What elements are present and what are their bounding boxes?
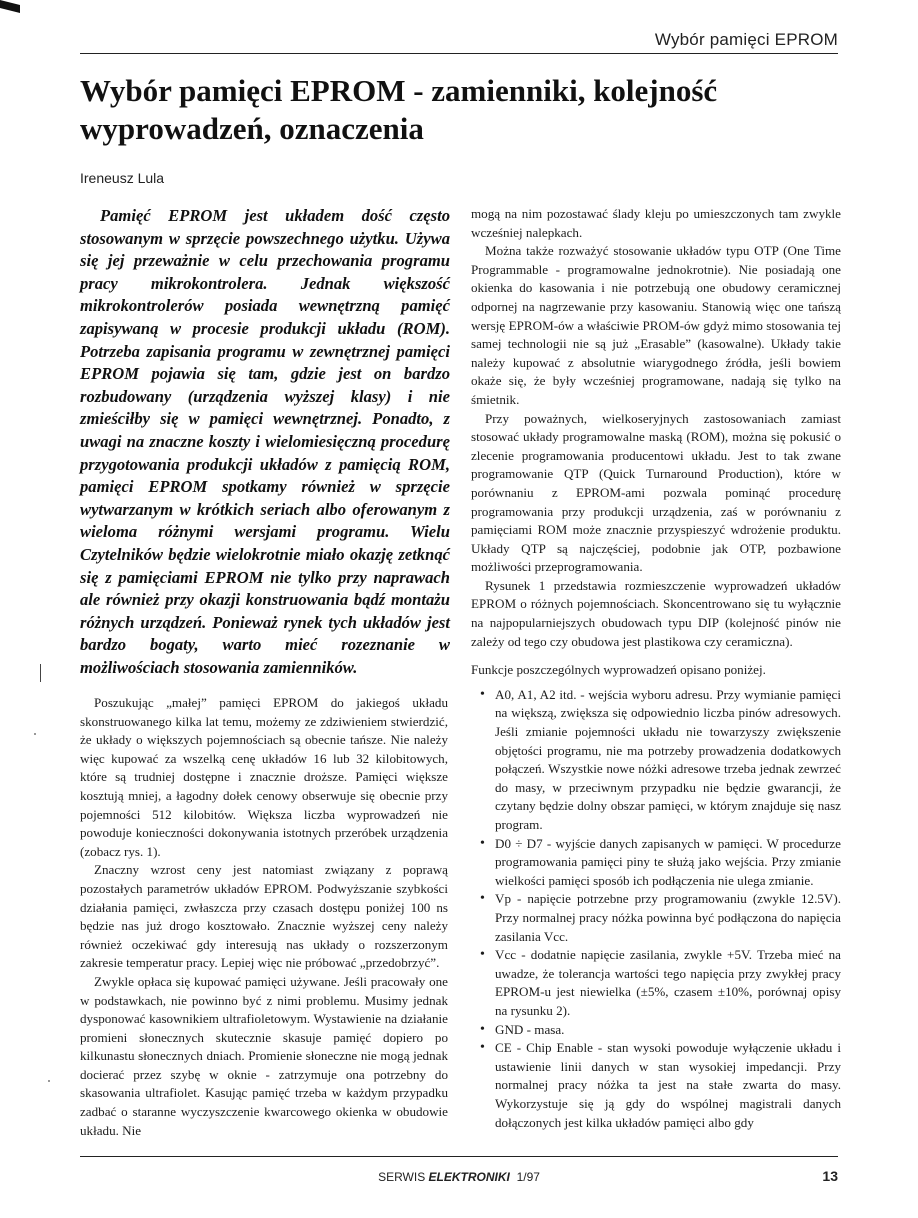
body-paragraph: Poszukując „małej” pamięci EPROM do jakiegoś układu skonstruowanego kilka lat temu, możemy ze zdziwieniem stwierdzić, że układy o większych pojemnościach są obecnie tańsze. Nie należy więc kupować za wszelką cenę układów 16 lub 32 kilobitowych, które są trudniej dostępne i znacznie droższe. Pamięci większe kosztują mniej, a łagodny dołek cenowy obserwuje się obecnie przy pojemności 512 kilobitów. Większa liczba wyprowadzeń nie powoduje konieczności dokonywania istotnych przeróbek urządzenia (zobacz rys. 1). [80,695,448,859]
author: Ireneusz Lula [80,170,165,186]
list-item: • CE - Chip Enable - stan wysoki powoduje wyłączenie układu i ustawienie linii danych w stan wysokiej impedancji. Przy normalnej pracy nóżka ta jest na stałe zwarta do masy. Wykorzystuje się ją gdy do wspólnej magistrali danych dołączonych jest kilka układów pamięci albo gdy [495,1039,841,1132]
left-column [80,694,448,1140]
magazine-name: SERWIS [378,1170,426,1184]
body-paragraph: Zwykle opłaca się kupować pamięci używane. Jeśli pracowały one w podstawkach, nie powinno być z nimi problemu. Musimy jednak dysponować kasownikiem ultrafioletowym. Wystawienie na działanie promieni słonecznych skutecznie skasuje pamięć dopiero po kilkunastu słonecznych dniach. Promienie słoneczne nie mogą jednak docierać przez szybę w oknie - zatrzymuje ona potrzebny do skasowania ultrafiolet. Kasując pamięć trzeba w każdym przypadku zadbać o staranne wyczyszczenie kwarcowego okienka w obudowie układu. Nie [80,973,448,1138]
running-head: Wybór pamięci EPROM [654,30,838,49]
magazine-name-bold: ELEKTRONIKI [428,1170,510,1184]
list-item: • D0 ÷ D7 - wyjście danych zapisanych w pamięci. W procedurze programowania pamięci piny te służą jako wejścia. Przy zmianie wielkości pamięci sposób ich podłączenia nie ulega zmianie. [495,835,841,891]
body-paragraph: Rysunek 1 przedstawia rozmieszczenie wyprowadzeń układów EPROM o różnych pojemnościach. Skoncentrowano się tu wyłącznie na najpopularniejszych obudowach typu DIP (kolejność pinów nie zależy od tego czy obudowa jest plastikowa czy ceramiczna). [471,577,841,649]
body-paragraph: mogą na nim pozostawać ślady kleju po umieszczonych tam zwykle wcześniej nalepkach. [471,206,841,240]
body-paragraph: Przy poważnych, wielkoseryjnych zastosowaniach zamiast stosować układy programowalne maską (ROM), można się pokusić o zlecenie programowania producentowi układu. Jest to tak zwane programowanie QTP (Quick Turnaround Production), które w porównaniu z EPROM-ami pozwala pominąć procedurę programowania przy produkcji urządzenia, zaś w porównaniu z pamięciami ROM może znacznie przyspieszyć wdrożenie produktu. Układy QTP są najczęściej, podobnie jak OTP, pozbawione możliwości przeprogramowania. [471,410,841,575]
list-item: • A0, A1, A2 itd. - wejścia wyboru adresu. Przy wymianie pamięci na większą, zwiększa się odpowiednio liczba pinów adresowych. Jeśli zmianie pojemności układu nie towarzyszy zwiększenie objętości programu, nie ma potrzeby prowadzenia dodatkowych połączeń. Wszystkie nowe nóżki adresowe trzeba jednak zewrzeć do masy, w przeciwnym przypadku nie będzie gwarancji, że czytany będzie dolny obszar pamięci, w którym znajduje się nasz program. [495,686,841,835]
issue-number: 1/97 [516,1170,540,1184]
list-item: • Vcc - dodatnie napięcie zasilania, zwykle +5V. Trzeba mieć na uwadze, że tolerancja wartości tego napięcia przy zwykłej pracy EPROM-u jest niewielka (±5%, czasem ±10%, porównaj opisy na rysunku 2). [495,946,841,1020]
functions-intro: Funkcje poszczególnych wyprowadzeń opisano poniżej. [471,662,766,678]
page-footer [80,1170,838,1188]
right-column [471,205,841,1132]
body-paragraph: Znaczny wzrost ceny jest natomiast związany z poprawą pozostałych parametrów układów EPROM. Podwyższanie szybkości działania pamięci, zwłaszcza przy czasach dostępu poniżej 100 ns będzie nas już drogo kosztowało. Znacznie wyższej ceny należy również oczekiwać gdy interesują nas układy o rozszerzonym zakresie temperatur pracy. Lepiej więc nie próbować „przedobrzyć”. [80,862,448,971]
list-item: • Vp - napięcie potrzebne przy programowaniu (zwykle 12.5V). Przy normalnej pracy nóżka powinna być podłączona do napięcia zasilania Vcc. [495,890,841,946]
list-item: • GND - masa. [495,1021,841,1040]
pin-function-list [471,686,841,1132]
article-title: Wybór pamięci EPROM - zamienniki, kolejność wyprowadzeń, oznaczenia [80,73,718,146]
scan-speck [48,1080,50,1082]
body-paragraph: Można także rozważyć stosowanie układów typu OTP (One Time Programmable - programowalne jednokrotnie). Nie posiadają one okienka do kasowania i nie potrzebują one obudowy ceramicznej odpornej na nagrzewanie przy kasowaniu. Stanowią więc one tańszą wersję EPROM-ów a właściwie PROM-ów gdyż mimo stosowania tej samej technologii nie są już „Erasable” (kasowalne). Układy takie należy kupować z absolutnie wiarygodnego źródła, jeśli bowiem okaże się, że były wcześniej programowane, nadają się tylko na śmietnik. [471,243,841,407]
lead-paragraph: Pamięć EPROM jest układem dość często stosowanym w sprzęcie powszechnego użytku. Używa się jej przeważnie w celu przechowania programu pracy mikrokontrolera. Jednak większość mikrokontrolerów posiada wewnętrzną pamięć zapisywaną w procesie produkcji układu (ROM). Potrzeba zapisania programu w zewnętrznej pamięci EPROM pojawia się tam, gdzie jest on bardzo rozbudowany (urządzenia wyższej klasy) i nie zmieściłby się w pamięci wewnętrznej. Ponadto, z uwagi na znaczne koszty i wielomiesięczną procedurę przygotowania produkcji układów z pamięcią ROM, pamięci EPROM spotkamy również w sprzęcie wytwarzanym w krótkich seriach albo oferowanym z wieloma różnymi wersjami programu. Wielu Czytelników będzie wielokrotnie miało okazję zetknąć się z pamięciami EPROM nie tylko przy naprawach ale również przy okazji konstruowania bądź montażu różnych urządzeń. Ponieważ rynek tych układów jest bardzo bogaty, warto mieć rozeznanie w możliwościach stosowania zamienników. [80,206,450,677]
header-rule [80,53,838,54]
footer-magazine [80,1170,838,1184]
page-number: 13 [822,1168,838,1184]
footer-rule [80,1156,838,1157]
scan-speck [34,733,36,735]
margin-tick [40,664,41,682]
scan-corner-mark [0,0,20,13]
